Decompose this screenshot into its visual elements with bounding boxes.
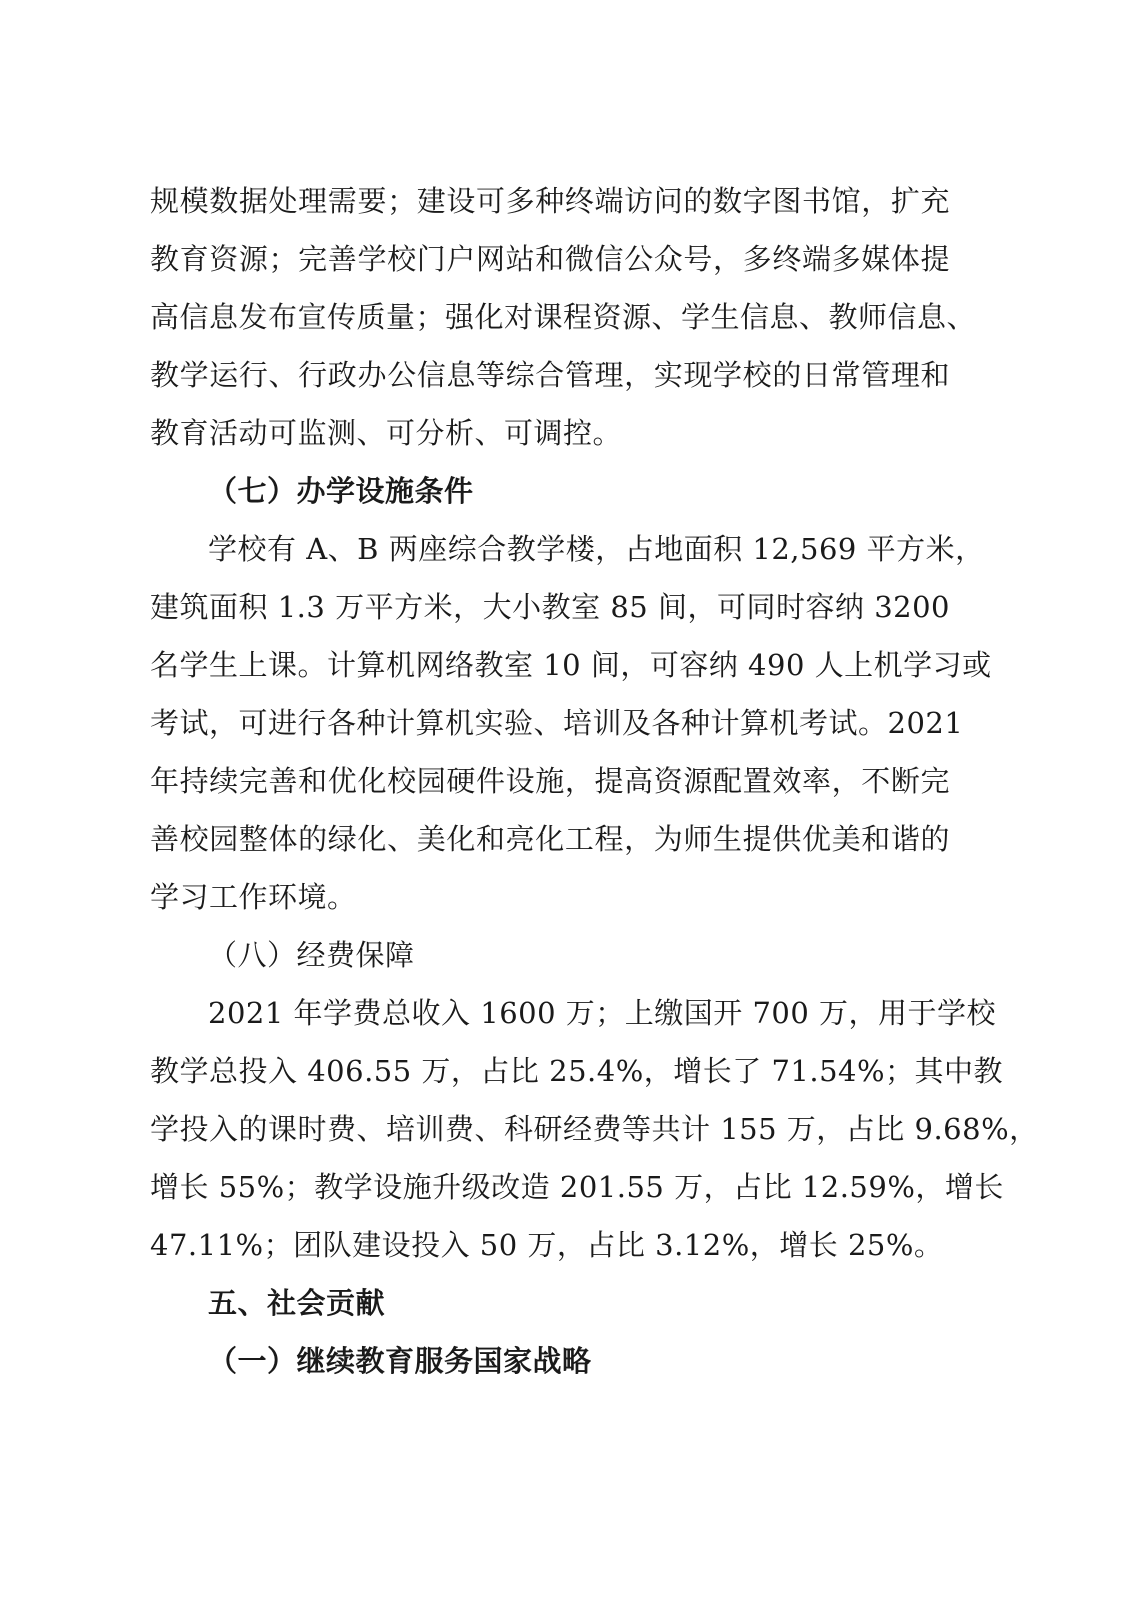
- paragraph-line: 增长 55%；教学设施升级改造 201.55 万，占比 12.59%，增长: [150, 1170, 1004, 1204]
- section-heading: （一）继续教育服务国家战略: [208, 1344, 592, 1378]
- paragraph-line: 学习工作环境。: [150, 880, 357, 914]
- paragraph-line: 2021 年学费总收入 1600 万；上缴国开 700 万，用于学校: [208, 996, 997, 1030]
- paragraph-line: 教学运行、行政办公信息等综合管理，实现学校的日常管理和: [150, 358, 950, 392]
- paragraph-line: 考试，可进行各种计算机实验、培训及各种计算机考试。2021: [150, 706, 964, 740]
- paragraph-line: 学投入的课时费、培训费、科研经费等共计 155 万，占比 9.68%，: [150, 1112, 1039, 1146]
- paragraph-line: 规模数据处理需要；建设可多种终端访问的数字图书馆，扩充: [150, 184, 950, 218]
- section-title: 五、社会贡献: [208, 1286, 386, 1320]
- paragraph-line: 47.11%；团队建设投入 50 万，占比 3.12%，增长 25%。: [150, 1228, 944, 1262]
- paragraph-line: 善校园整体的绿化、美化和亮化工程，为师生提供优美和谐的: [150, 822, 950, 856]
- paragraph-line: 建筑面积 1.3 万平方米，大小教室 85 间，可同时容纳 3200: [150, 590, 950, 624]
- paragraph-line: 年持续完善和优化校园硬件设施，提高资源配置效率，不断完: [150, 764, 950, 798]
- paragraph-line: 名学生上课。计算机网络教室 10 间，可容纳 490 人上机学习或: [150, 648, 992, 682]
- paragraph-line: 教学总投入 406.55 万，占比 25.4%，增长了 71.54%；其中教: [150, 1054, 1004, 1088]
- section-heading: （八）经费保障: [208, 938, 415, 972]
- paragraph-line: 学校有 A、B 两座综合教学楼，占地面积 12,569 平方米，: [208, 532, 985, 566]
- paragraph-line: 教育资源；完善学校门户网站和微信公众号，多终端多媒体提: [150, 242, 950, 276]
- section-heading: （七）办学设施条件: [208, 474, 474, 508]
- paragraph-line: 高信息发布宣传质量；强化对课程资源、学生信息、教师信息、: [150, 300, 977, 334]
- paragraph-line: 教育活动可监测、可分析、可调控。: [150, 416, 623, 450]
